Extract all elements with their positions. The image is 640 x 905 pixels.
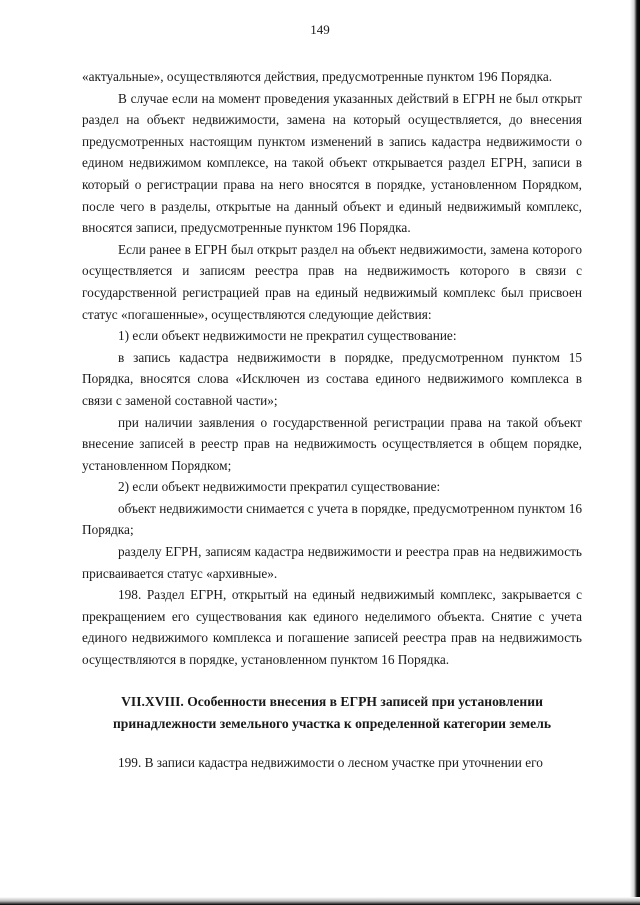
paragraph: разделу ЕГРН, записям кадастра недвижимости и реестра прав на недвижимость присваивается статус «архивные». bbox=[82, 544, 582, 581]
paragraph: Если ранее в ЕГРН был открыт раздел на объект недвижимости, замена которого осуществляется и записям реестра прав на недвижимость которого в связи с государственной регистрацией прав на единый недвижимый комплекс был присвоен статус «погашенные», осуществляются следующие действия: bbox=[82, 241, 582, 322]
paragraph: 199. В записи кадастра недвижимости о лесном участке при уточнении его bbox=[118, 754, 543, 770]
paragraph: объект недвижимости снимается с учета в порядке, предусмотренном пунктом 16 Порядка; bbox=[82, 500, 582, 538]
scan-edge-shadow bbox=[630, 0, 640, 905]
paragraph: в запись кадастра недвижимости в порядке, предусмотренном пунктом 15 Порядка, вносятся слова «Исключен из состава единого недвижимого комплекса в связи с заменой составной части»; bbox=[82, 349, 582, 408]
paragraph: 198. Раздел ЕГРН, открытый на единый недвижимый комплекс, закрывается с прекращением его существования как единого неделимого объекта. Снятие с учета единого недвижимого комплекса и погашение записей реестра прав на недвижимость осуществляются в порядке, установленном пунктом 16 Порядка. bbox=[82, 587, 582, 668]
section-heading-line: принадлежности земельного участка к определенной категории земель bbox=[112, 715, 552, 731]
paragraph: 1) если объект недвижимости не прекратил существование: bbox=[118, 328, 457, 344]
document-body bbox=[82, 66, 582, 773]
section-heading-line: VII.XVIII. Особенности внесения в ЕГРН записей при установлении bbox=[121, 693, 543, 709]
paragraph: «актуальные», осуществляются действия, предусмотренные пунктом 196 Порядка. bbox=[82, 69, 553, 84]
section-heading bbox=[82, 691, 582, 735]
paragraph: при наличии заявления о государственной регистрации права на такой объект внесение записей в реестр прав на недвижимость осуществляется в общем порядке, установленном Порядком; bbox=[82, 414, 582, 473]
scan-edge-shadow bbox=[0, 897, 640, 905]
paragraph: 2) если объект недвижимости прекратил существование: bbox=[118, 479, 441, 495]
page-number: 149 bbox=[310, 22, 330, 37]
paragraph: В случае если на момент проведения указанных действий в ЕГРН не был открыт раздел на объект недвижимости, замена на который осуществляется, до внесения предусмотренных настоящим пунктом изменений в запись кадастра недвижимости о едином недвижимом комплексе, на такой объект открывается раздел ЕГРН, записи в который о регистрации права на него вносятся в порядке, установленном Порядком, после чего в разделы, открытые на данный объект и единый недвижимый комплекс, вносятся записи, предусмотренные пунктом 196 Порядка. bbox=[82, 90, 582, 236]
